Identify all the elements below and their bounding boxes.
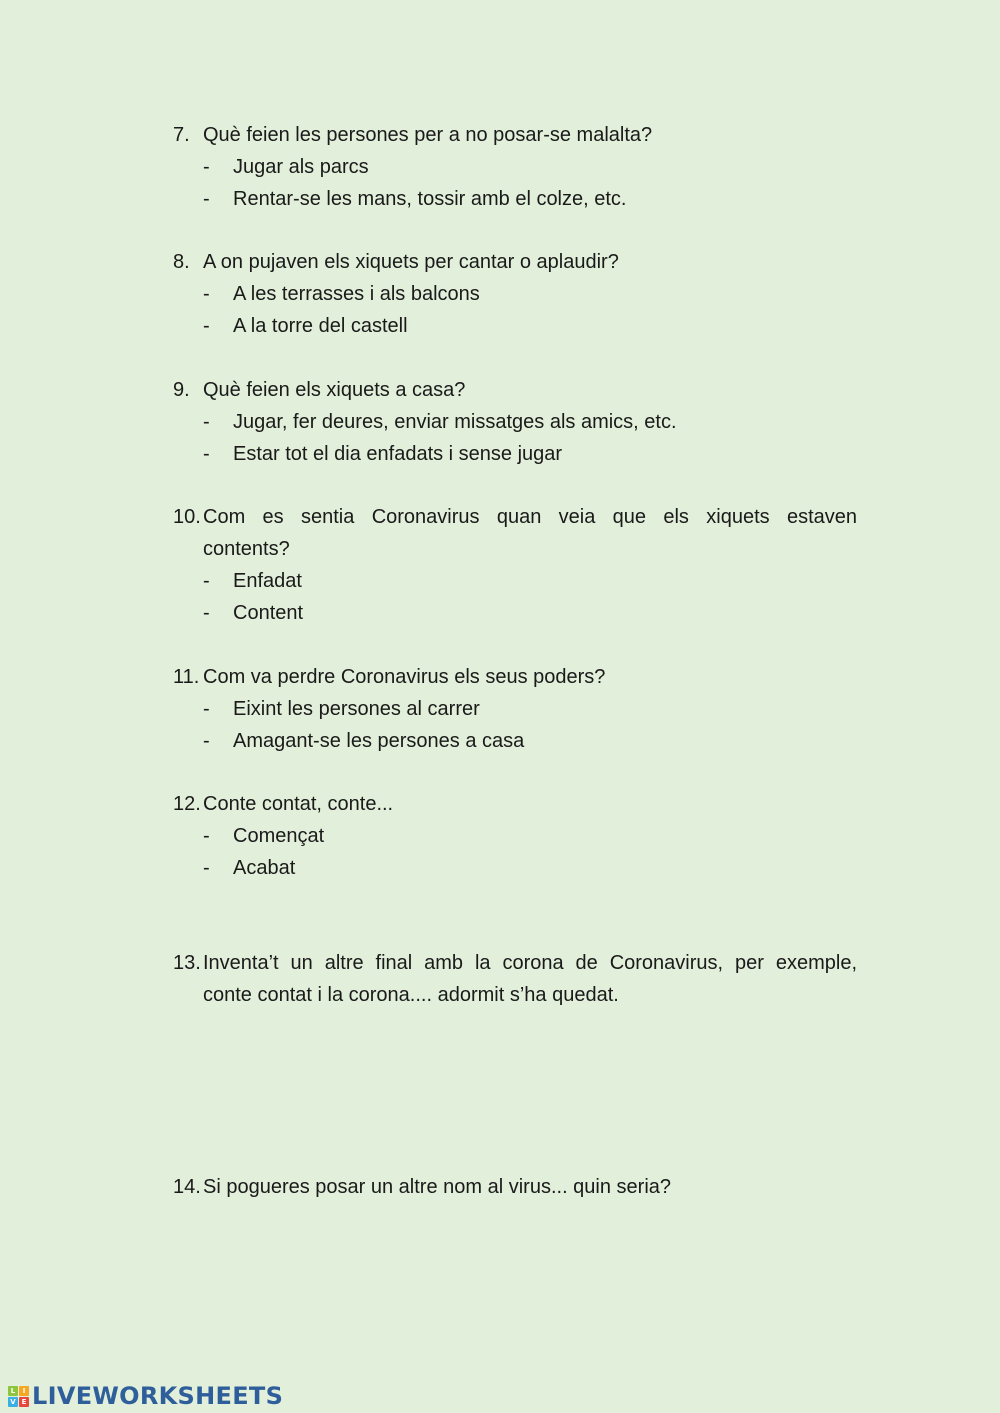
- option-item[interactable]: [173, 278, 857, 310]
- option-marker: -: [203, 283, 210, 305]
- option-item[interactable]: [173, 820, 857, 852]
- option-item[interactable]: [173, 438, 857, 470]
- question-heading: [173, 947, 857, 979]
- option-text: Eixint les persones al carrer: [233, 698, 480, 720]
- question-12: [173, 788, 857, 884]
- logo-block: V: [8, 1397, 18, 1407]
- question-heading: [173, 788, 857, 820]
- option-list: [173, 820, 857, 884]
- option-text: Rentar-se les mans, tossir amb el colze, etc.: [233, 188, 627, 210]
- logo-block: I: [19, 1386, 29, 1396]
- option-text: Estar tot el dia enfadats i sense jugar: [233, 443, 563, 465]
- question-10: [173, 501, 857, 629]
- answer-area-13[interactable]: [173, 1015, 857, 1155]
- question-text-continued: contents?: [203, 538, 290, 560]
- option-text: A les terrasses i als balcons: [233, 283, 480, 305]
- option-item[interactable]: [173, 852, 857, 884]
- option-list: [173, 693, 857, 757]
- option-text: Jugar als parcs: [233, 156, 369, 178]
- question-text-continued: conte contat i la corona.... adormit s’ha quedat.: [203, 984, 619, 1006]
- option-text: Enfadat: [233, 570, 302, 592]
- question-heading: [173, 119, 857, 151]
- option-list: [173, 406, 857, 470]
- question-heading: [173, 374, 857, 406]
- option-marker: -: [203, 570, 210, 592]
- question-9: [173, 374, 857, 470]
- option-item[interactable]: [173, 406, 857, 438]
- question-text: Inventa’t un altre final amb la corona de Coronavirus, per exemple,: [203, 952, 857, 974]
- option-marker: -: [203, 698, 210, 720]
- option-marker: -: [203, 443, 210, 465]
- question-text: A on pujaven els xiquets per cantar o aplaudir?: [203, 251, 619, 273]
- option-marker: -: [203, 857, 210, 879]
- option-marker: -: [203, 315, 210, 337]
- logo-icon: [8, 1386, 29, 1407]
- question-text: Si pogueres posar un altre nom al virus... quin seria?: [203, 1176, 672, 1198]
- option-item[interactable]: [173, 310, 857, 342]
- option-text: Amagant-se les persones a casa: [233, 730, 525, 752]
- option-list: [173, 278, 857, 342]
- question-number: 9.: [173, 379, 190, 401]
- option-list: [173, 565, 857, 629]
- option-item[interactable]: [173, 597, 857, 629]
- option-item[interactable]: [173, 693, 857, 725]
- question-text: Què feien les persones per a no posar-se malalta?: [203, 124, 653, 146]
- option-text: A la torre del castell: [233, 315, 408, 337]
- option-item[interactable]: [173, 151, 857, 183]
- question-text: Com va perdre Coronavirus els seus poders?: [203, 666, 606, 688]
- question-13: [173, 947, 857, 1011]
- question-heading: [173, 661, 857, 693]
- option-item[interactable]: [173, 725, 857, 757]
- logo-block: E: [19, 1397, 29, 1407]
- question-number: 11.: [173, 666, 200, 688]
- question-heading: [173, 246, 857, 278]
- liveworksheets-logo[interactable]: [8, 1382, 283, 1410]
- question-heading: [173, 1171, 857, 1203]
- question-8: [173, 246, 857, 342]
- question-number: 10.: [173, 506, 201, 528]
- option-marker: -: [203, 825, 210, 847]
- option-marker: -: [203, 156, 210, 178]
- option-marker: -: [203, 411, 210, 433]
- option-marker: -: [203, 730, 210, 752]
- question-number: 12.: [173, 793, 201, 815]
- question-14: [173, 1171, 857, 1203]
- option-list: [173, 151, 857, 215]
- question-heading: [173, 501, 857, 533]
- question-text: Com es sentia Coronavirus quan veia que els xiquets estaven: [203, 506, 857, 528]
- option-text: Content: [233, 602, 304, 624]
- question-7: [173, 119, 857, 215]
- answer-area-14[interactable]: [173, 1210, 857, 1350]
- option-marker: -: [203, 188, 210, 210]
- option-item[interactable]: [173, 565, 857, 597]
- question-11: [173, 661, 857, 757]
- question-number: 8.: [173, 251, 190, 273]
- question-text: Què feien els xiquets a casa?: [203, 379, 466, 401]
- option-item[interactable]: [173, 183, 857, 215]
- logo-block: L: [8, 1386, 18, 1396]
- question-number: 13.: [173, 952, 201, 974]
- option-text: Acabat: [233, 857, 296, 879]
- question-number: 14.: [173, 1176, 201, 1198]
- option-text: Jugar, fer deures, enviar missatges als amics, etc.: [233, 411, 677, 433]
- logo-text: LIVEWORKSHEETS: [32, 1382, 284, 1410]
- option-marker: -: [203, 602, 210, 624]
- question-text: Conte contat, conte...: [203, 793, 394, 815]
- option-text: Començat: [233, 825, 325, 847]
- question-number: 7.: [173, 124, 190, 146]
